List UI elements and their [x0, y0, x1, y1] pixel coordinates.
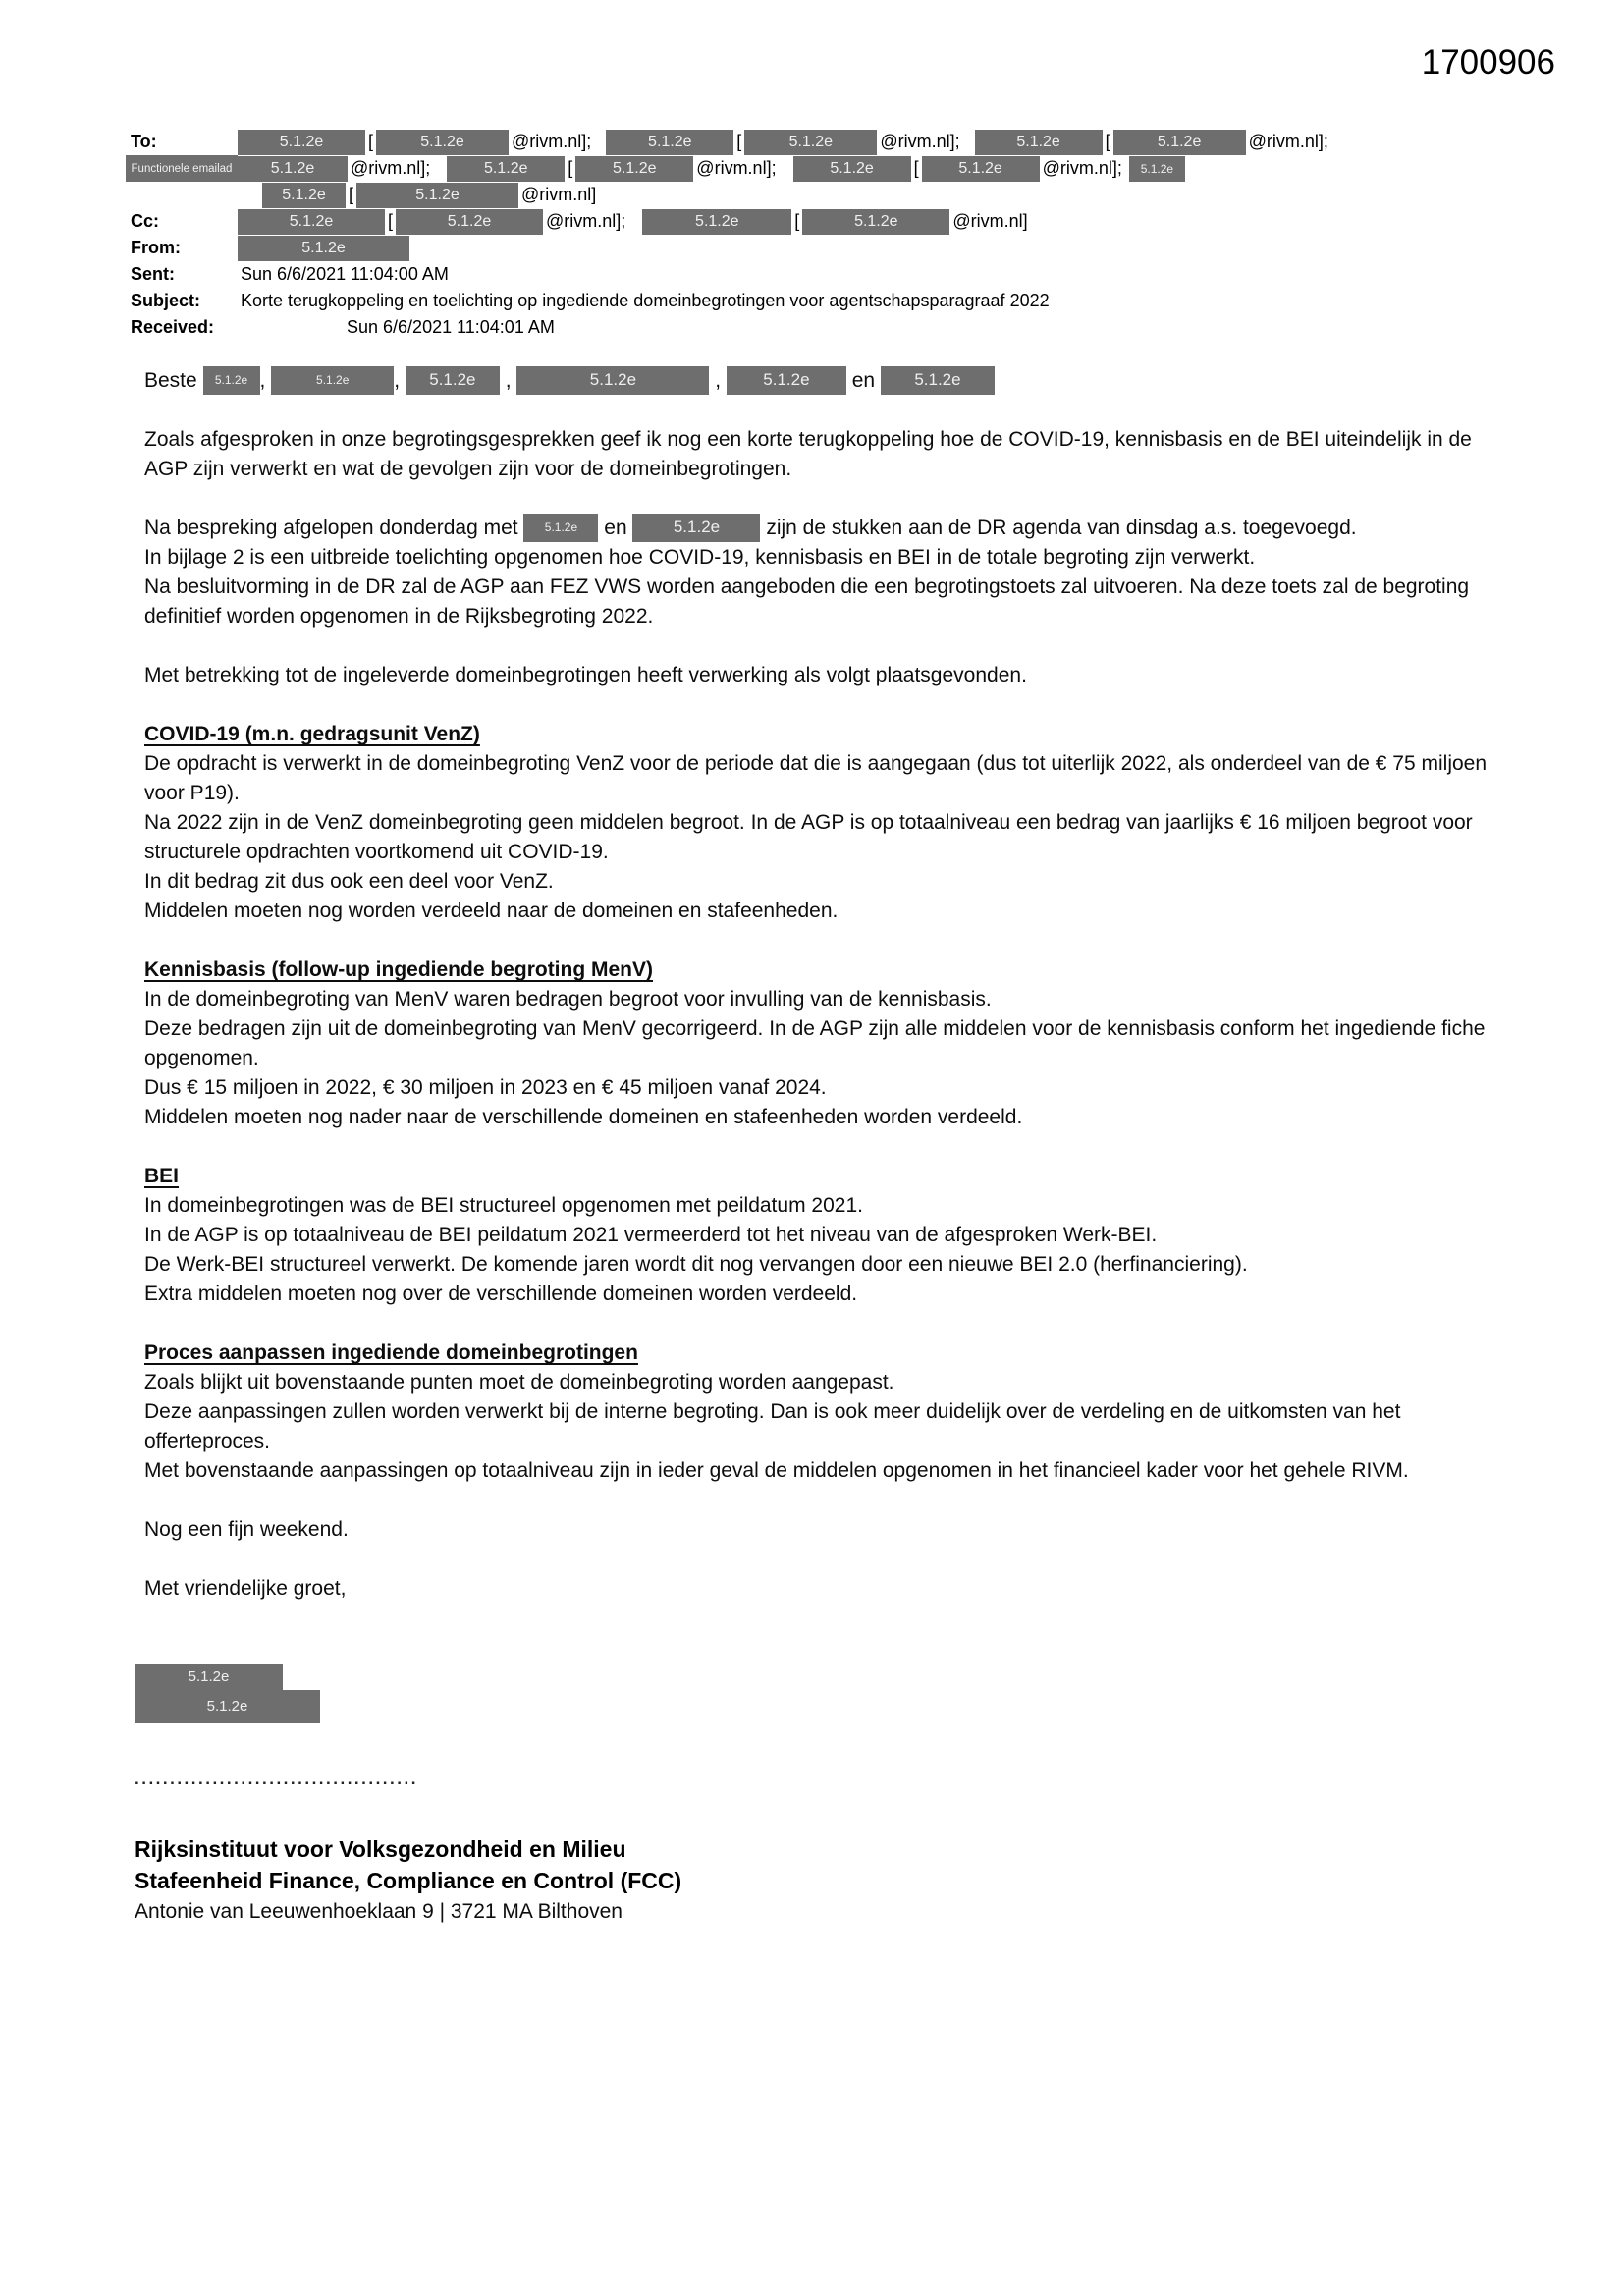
redaction-box: 5.1.2e [632, 514, 760, 542]
text-run: zijn de stukken aan de DR agenda van dinsdag a.s. toegevoegd. [760, 517, 1357, 539]
redaction-box: 5.1.2e [744, 130, 877, 155]
header-field-label: Cc: [131, 211, 160, 231]
body-paragraph [144, 1191, 1514, 1221]
text-run: Nog een fijn weekend. [144, 1518, 349, 1541]
header-field-label: Sent: [131, 264, 175, 284]
text-run: [ [349, 185, 354, 204]
text-run: @rivm.nl]; [1042, 158, 1122, 178]
text-run: Sun 6/6/2021 11:04:01 AM [347, 317, 555, 337]
text-run: BEI [144, 1165, 180, 1187]
document-number: 1700906 [1421, 43, 1555, 82]
email-body [144, 366, 1514, 1604]
section-heading [144, 1339, 1514, 1368]
redaction-box: 5.1.2e [727, 366, 846, 395]
redaction-box: 5.1.2e [238, 156, 348, 182]
redaction-box: 5.1.2e [406, 366, 500, 395]
body-paragraph [144, 749, 1514, 808]
text-run: Met vriendelijke groet, [144, 1577, 347, 1600]
text-run: Beste [144, 369, 203, 392]
body-paragraph [144, 808, 1514, 867]
redaction-box: 5.1.2e [881, 366, 995, 395]
text-run: In de AGP is op totaalniveau de BEI peildatum 2021 vermeerderd tot het niveau van de afgesproken Werk-BEI. [144, 1224, 1158, 1246]
header-row-sent [131, 261, 1331, 288]
text-run: Met betrekking tot de ingeleverde domeinbegrotingen heeft verwerking als volgt plaatsgevonden. [144, 664, 1027, 686]
redaction-box: 5.1.2e [203, 366, 260, 395]
text-run: Dus € 15 miljoen in 2022, € 30 miljoen in 2023 en € 45 miljoen vanaf 2024. [144, 1076, 827, 1099]
text-run: [ [1105, 132, 1110, 151]
body-paragraph [144, 867, 1514, 897]
redaction-box: 5.1.2e [802, 209, 949, 235]
body-paragraph [144, 543, 1514, 573]
body-paragraph [144, 1221, 1514, 1250]
text-run: Zoals blijkt uit bovenstaande punten moet de domeinbegroting worden aangepast. [144, 1371, 894, 1394]
header-row-to-overflow [131, 182, 1331, 208]
organisation-block [135, 1833, 681, 1928]
text-run: [ [568, 158, 573, 178]
text-run: @rivm.nl]; [512, 132, 592, 151]
redaction-box: 5.1.2e [135, 1690, 320, 1723]
text-run: @rivm.nl]; [696, 158, 777, 178]
body-paragraph [144, 1014, 1514, 1073]
redaction-box: 5.1.2e [262, 183, 346, 208]
text-run: Sun 6/6/2021 11:04:00 AM [241, 264, 449, 284]
header-row-subject [131, 288, 1331, 314]
text-run: Deze bedragen zijn uit de domeinbegroting van MenV gecorrigeerd. In de AGP zijn alle middelen voor de kennisbasis conform het ingediende fiche opgenomen. [144, 1017, 1486, 1069]
body-paragraph [144, 514, 1514, 543]
header-row-received [131, 314, 1331, 341]
text-run: @rivm.nl]; [546, 211, 626, 231]
text-run: In dit bedrag zit dus ook een deel voor VenZ. [144, 870, 554, 893]
text-run: , [709, 369, 727, 392]
greeting-line [144, 366, 1514, 396]
redaction-box: 5.1.2e [642, 209, 791, 235]
text-run: Kennisbasis (follow-up ingediende begroting MenV) [144, 958, 654, 981]
text-run: Proces aanpassen ingediende domeinbegrotingen [144, 1341, 638, 1364]
text-run: Extra middelen moeten nog over de verschillende domeinen worden verdeeld. [144, 1283, 858, 1305]
body-paragraph [144, 1250, 1514, 1280]
organisation-name: Rijksinstituut voor Volksgezondheid en Milieu [135, 1836, 626, 1862]
redaction-box: 5.1.2e [793, 156, 911, 182]
text-run: De opdracht is verwerkt in de domeinbegroting VenZ voor de periode dat die is aangegaan (dus tot uiterlijk 2022, als onderdeel van de € 75 miljoen voor P19). [144, 752, 1488, 804]
header-field-label: Received: [131, 317, 215, 337]
body-paragraph [144, 573, 1514, 631]
section-heading [144, 1162, 1514, 1191]
text-run: @rivm.nl]; [880, 132, 960, 151]
body-paragraph [144, 1280, 1514, 1309]
section-heading [144, 956, 1514, 985]
header-row-from [131, 235, 1331, 261]
redaction-box: 5.1.2e [516, 366, 709, 395]
organisation-address: Antonie van Leeuwenhoeklaan 9 | 3721 MA Bilthoven [135, 1900, 623, 1923]
text-run: Na besluitvorming in de DR zal de AGP aan FEZ VWS worden aangeboden die een begrotingstoets zal uitvoeren. Na deze toets zal de begroting definitief worden opgenomen in de Rijksbegroting 2022. [144, 575, 1470, 628]
header-row-to-functional [131, 155, 1331, 182]
spacer [594, 141, 606, 142]
text-run: COVID-19 (m.n. gedragsunit VenZ) [144, 723, 480, 745]
body-paragraph [144, 661, 1514, 690]
header-row-to [131, 129, 1331, 155]
redaction-box: 5.1.2e [356, 183, 518, 208]
section-heading [144, 720, 1514, 749]
text-run: @rivm.nl] [952, 211, 1028, 231]
text-run: Korte terugkoppeling en toelichting op ingediende domeinbegrotingen voor agentschapsparagraaf 2022 [241, 291, 1050, 310]
text-run: [ [736, 132, 742, 151]
spacer [238, 194, 262, 195]
body-paragraph [144, 425, 1514, 484]
body-paragraph [144, 1073, 1514, 1103]
functional-mailbox-label-box: Functionele emailad [126, 155, 238, 182]
spacer [238, 327, 344, 328]
text-run: Zoals afgesproken in onze begrotingsgesprekken geef ik nog een korte terugkoppeling hoe de COVID-19, kennisbasis en de BEI uiteindelijk in de AGP zijn verwerkt en wat de gevolgen zijn voor de domeinbegrotingen. [144, 428, 1472, 480]
text-run: @rivm.nl]; [1248, 132, 1328, 151]
redaction-box: 5.1.2e [238, 209, 385, 235]
text-run: De Werk-BEI structureel verwerkt. De komende jaren wordt dit nog vervangen door een nieuwe BEI 2.0 (herfinanciering). [144, 1253, 1248, 1276]
header-field-label: To: [131, 132, 157, 151]
text-run: Na 2022 zijn in de VenZ domeinbegroting geen middelen begroot. In de AGP is op totaalniveau een bedrag van jaarlijks € 16 miljoen begroot voor structurele opdrachten voortkomend uit COVID-19. [144, 811, 1473, 863]
body-paragraph [144, 985, 1514, 1014]
signature-divider-dots: ........................................ [135, 1770, 418, 1788]
text-run: , [499, 369, 517, 392]
redaction-box: 5.1.2e [606, 130, 733, 155]
redaction-box: 5.1.2e [447, 156, 565, 182]
body-paragraph [144, 1103, 1514, 1132]
organisation-unit: Stafeenheid Finance, Compliance en Control (FCC) [135, 1868, 682, 1893]
redaction-box: 5.1.2e [922, 156, 1040, 182]
text-run: [ [794, 211, 800, 231]
spacer [628, 221, 642, 222]
body-paragraph [144, 1397, 1514, 1456]
text-run: , [259, 369, 272, 392]
text-run: In de domeinbegroting van MenV waren bedragen begroot voor invulling van de kennisbasis. [144, 988, 992, 1011]
redaction-box: 5.1.2e [1129, 156, 1185, 182]
text-run: Middelen moeten nog nader naar de verschillende domeinen en stafeenheden worden verdeeld. [144, 1106, 1023, 1128]
body-paragraph [144, 1368, 1514, 1397]
text-run: @rivm.nl] [521, 185, 597, 204]
text-run: In bijlage 2 is een uitbreide toelichting opgenomen hoe COVID-19, kennisbasis en BEI in de totale begroting zijn verwerkt. [144, 546, 1256, 569]
redaction-box: 5.1.2e [975, 130, 1103, 155]
text-run: en [845, 369, 881, 392]
redaction-box: 5.1.2e [523, 514, 598, 542]
redaction-box: 5.1.2e [271, 366, 394, 395]
text-run: [ [388, 211, 394, 231]
text-run: Na bespreking afgelopen donderdag met [144, 517, 524, 539]
email-header [131, 129, 1331, 341]
redaction-box: 5.1.2e [376, 130, 509, 155]
redaction-box: 5.1.2e [396, 209, 543, 235]
header-row-cc [131, 208, 1331, 235]
text-run: , [394, 369, 406, 392]
spacer [963, 141, 975, 142]
text-run: en [598, 517, 633, 539]
text-run: Deze aanpassingen zullen worden verwerkt bij de interne begroting. Dan is ook meer duidelijk over de verdeling en de uitkomsten van het offerteproces. [144, 1400, 1401, 1452]
text-run: In domeinbegrotingen was de BEI structureel opgenomen met peildatum 2021. [144, 1194, 863, 1217]
text-run: [ [368, 132, 374, 151]
text-run: Met bovenstaande aanpassingen op totaalniveau zijn in ieder geval de middelen opgenomen in het financieel kader voor het gehele RIVM. [144, 1459, 1409, 1482]
redaction-box: 5.1.2e [575, 156, 693, 182]
redaction-box: 5.1.2e [238, 236, 409, 261]
email-signature [135, 1664, 681, 1928]
redaction-box: 5.1.2e [1113, 130, 1246, 155]
body-paragraph [144, 1515, 1514, 1545]
body-paragraph [144, 897, 1514, 926]
body-paragraph [144, 1574, 1514, 1604]
signature-redaction-block [135, 1664, 681, 1723]
body-paragraph [144, 1456, 1514, 1486]
text-run: [ [913, 158, 919, 178]
header-field-label: Subject: [131, 291, 201, 310]
text-run: Middelen moeten nog worden verdeeld naar de domeinen en stafeenheden. [144, 900, 839, 922]
spacer [780, 168, 793, 169]
redaction-box: 5.1.2e [135, 1664, 283, 1690]
redaction-box: 5.1.2e [238, 130, 365, 155]
text-run: @rivm.nl]; [351, 158, 431, 178]
header-field-label: From: [131, 238, 181, 257]
spacer [433, 168, 447, 169]
